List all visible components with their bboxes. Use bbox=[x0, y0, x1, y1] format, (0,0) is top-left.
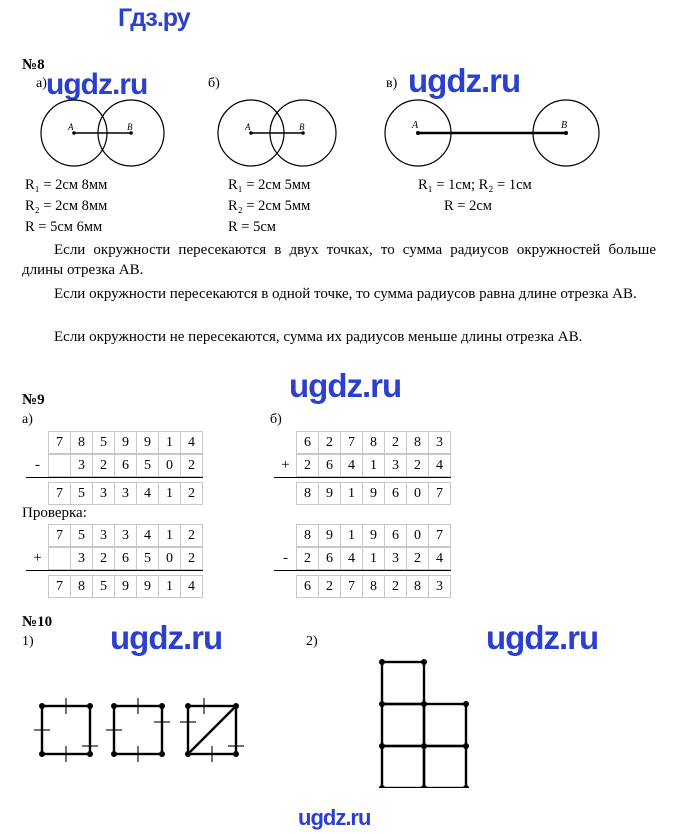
figure-10-1 bbox=[28, 690, 278, 785]
calc-9b-check-digit: 9 bbox=[318, 524, 341, 547]
calc-9b-digit: 2 bbox=[296, 454, 319, 477]
calc-9a-digit: 8 bbox=[70, 431, 93, 454]
calc-9b-digit: 1 bbox=[362, 454, 385, 477]
calc-9a-check-digit: 7 bbox=[48, 524, 71, 547]
answer-8v-r1r2: R₁ = 1см; R₂ = 1см bbox=[418, 177, 532, 193]
calc-9b-digit: 2 bbox=[318, 431, 341, 454]
task-9-part-b-label: б) bbox=[270, 412, 282, 427]
calc-9a-check-digit: 4 bbox=[136, 524, 159, 547]
calc-9b-digit: 6 bbox=[296, 431, 319, 454]
watermark-b: ugdz.ru bbox=[408, 62, 521, 99]
calc-9b-digit: 2 bbox=[406, 454, 429, 477]
calculation-9a-check-addition bbox=[26, 524, 203, 598]
calc-9a-digit: 2 bbox=[180, 454, 203, 477]
calc-9b-check-digit: 7 bbox=[340, 575, 363, 598]
answer-8v-r: R = 2см bbox=[444, 198, 492, 214]
task-9-part-a-label: а) bbox=[22, 412, 33, 427]
calc-9a-check-digit: 9 bbox=[114, 575, 137, 598]
answer-8b-r1: R₁ = 2см 5мм bbox=[228, 177, 311, 193]
calc-9a-check-digit: 8 bbox=[70, 575, 93, 598]
calc-9a-digit: 9 bbox=[136, 431, 159, 454]
calc-9a-digit: 3 bbox=[70, 454, 93, 477]
task-8-paragraph-1: Если окружности пересекаются в двух точках, то сумма радиусов окружностей больше длины отрезка AB. bbox=[22, 242, 656, 278]
calc-9a-digit: 7 bbox=[48, 482, 71, 505]
calc-9a-check-row bbox=[26, 575, 203, 598]
calc-9b-digit: 4 bbox=[428, 454, 451, 477]
calc-9a-check-digit: 6 bbox=[114, 547, 137, 570]
watermark-right-bottom: ugdz.ru bbox=[486, 619, 599, 656]
task-8-paragraph-2: Если окружности пересекаются в одной точке, то сумма радиусов равна длине отрезка AB. bbox=[54, 286, 637, 302]
calc-9a-operator bbox=[26, 482, 49, 505]
calc-9a-digit: 7 bbox=[48, 431, 71, 454]
calc-9a-digit: 2 bbox=[180, 482, 203, 505]
calc-9a-digit: 5 bbox=[136, 454, 159, 477]
figure-8a bbox=[26, 93, 196, 173]
calc-9a-check-digit: 2 bbox=[92, 547, 115, 570]
answer-8a-r2: R₂ = 2см 8мм bbox=[25, 198, 108, 214]
calc-9a-check-digit: 3 bbox=[92, 524, 115, 547]
svg-text:B: B bbox=[561, 120, 568, 131]
task-10-part-2-label: 2) bbox=[306, 634, 318, 649]
calc-9b-check-digit: 2 bbox=[384, 575, 407, 598]
calculation-9b-check-subtraction bbox=[274, 524, 451, 598]
calc-9b-digit: 8 bbox=[406, 431, 429, 454]
calc-9b-digit: 8 bbox=[362, 431, 385, 454]
svg-text:A: A bbox=[412, 120, 419, 131]
calc-9b-row bbox=[274, 431, 451, 454]
task-8-part-a-label: а) bbox=[36, 76, 47, 91]
calc-9b-digit: 0 bbox=[406, 482, 429, 505]
calc-9a-check-operator bbox=[26, 575, 49, 598]
calc-9b-check-digit: 3 bbox=[428, 575, 451, 598]
check-label: Проверка: bbox=[22, 505, 87, 521]
answer-8a-r: R = 5см 6мм bbox=[25, 219, 103, 235]
calc-9a-check-operator bbox=[26, 524, 49, 547]
calc-9b-check-digit: 9 bbox=[362, 524, 385, 547]
calc-9a-digit: 4 bbox=[136, 482, 159, 505]
calc-9a-digit: 3 bbox=[114, 482, 137, 505]
svg-text:B: B bbox=[299, 122, 305, 132]
calc-9a-digit: 5 bbox=[92, 431, 115, 454]
svg-text:A: A bbox=[245, 122, 251, 132]
calc-9b-row bbox=[274, 454, 451, 478]
calc-9b-check-digit: 2 bbox=[318, 575, 341, 598]
calc-9a-check-digit: 5 bbox=[70, 524, 93, 547]
calc-9a-check-row bbox=[26, 547, 203, 571]
figure-10-2 bbox=[368, 648, 498, 788]
calc-9b-check-digit: 1 bbox=[362, 547, 385, 570]
calc-9a-check-digit: 2 bbox=[180, 524, 203, 547]
task-10-part-1-label: 1) bbox=[22, 634, 34, 649]
calc-9b-digit: 7 bbox=[340, 431, 363, 454]
svg-text:B: B bbox=[127, 122, 133, 132]
task-8-paragraph-3: Если окружности не пересекаются, сумма их радиусов меньше длины отрезка AB. bbox=[54, 329, 583, 345]
calc-9b-check-operator bbox=[274, 524, 297, 547]
calc-9a-digit: 2 bbox=[92, 454, 115, 477]
calc-9b-digit: 3 bbox=[384, 454, 407, 477]
calc-9a-digit: 9 bbox=[114, 431, 137, 454]
calc-9b-check-digit: 8 bbox=[362, 575, 385, 598]
calc-9b-check-digit: 0 bbox=[406, 524, 429, 547]
calc-9a-check-digit: 5 bbox=[92, 575, 115, 598]
calc-9a-check-digit: 3 bbox=[70, 547, 93, 570]
calc-9a-row bbox=[26, 482, 203, 505]
calc-9b-check-row bbox=[274, 547, 451, 571]
calc-9b-check-digit: 3 bbox=[384, 547, 407, 570]
calc-9a-check-digit: 3 bbox=[114, 524, 137, 547]
calc-9b-check-row bbox=[274, 524, 451, 547]
calc-9b-digit: 8 bbox=[296, 482, 319, 505]
answer-8a-r1: R₁ = 2см 8мм bbox=[25, 177, 108, 193]
calc-9b-check-row bbox=[274, 575, 451, 598]
calc-9a-check-digit: 7 bbox=[48, 575, 71, 598]
watermark-top: Гдз.ру bbox=[118, 4, 190, 32]
calc-9a-check-digit: 4 bbox=[180, 575, 203, 598]
calc-9b-check-digit: 6 bbox=[318, 547, 341, 570]
task-8-part-v-label: в) bbox=[386, 76, 398, 91]
calc-9b-check-digit: 2 bbox=[296, 547, 319, 570]
calc-9b-check-digit: 6 bbox=[384, 524, 407, 547]
answer-8b-r2: R₂ = 2см 5мм bbox=[228, 198, 311, 214]
calc-9b-digit: 2 bbox=[384, 431, 407, 454]
calc-9b-digit: 7 bbox=[428, 482, 451, 505]
calc-9a-check-digit: 5 bbox=[136, 547, 159, 570]
watermark-mid: ugdz.ru bbox=[289, 367, 402, 404]
watermark-left-bottom: ugdz.ru bbox=[110, 619, 223, 656]
calc-9b-check-digit: 4 bbox=[428, 547, 451, 570]
calc-9b-check-digit: 6 bbox=[296, 575, 319, 598]
calc-9b-check-digit: 1 bbox=[340, 524, 363, 547]
task-8-number: №8 bbox=[22, 57, 45, 73]
calc-9a-digit: 1 bbox=[158, 431, 181, 454]
calc-9a-operator bbox=[26, 431, 49, 454]
calc-9b-check-digit: 7 bbox=[428, 524, 451, 547]
calc-9b-operator bbox=[274, 482, 297, 505]
calc-9a-digit: 1 bbox=[158, 482, 181, 505]
calc-9a-digit: 3 bbox=[92, 482, 115, 505]
calculation-9b-addition bbox=[274, 431, 451, 505]
svg-text:A: A bbox=[68, 122, 74, 132]
watermark-bottom: ugdz.ru bbox=[298, 805, 371, 830]
calc-9a-digit: 0 bbox=[158, 454, 181, 477]
calc-9b-operator: + bbox=[281, 457, 290, 473]
calc-9a-digit: 6 bbox=[114, 454, 137, 477]
calc-9a-row bbox=[26, 431, 203, 454]
calc-9b-operator bbox=[274, 431, 297, 454]
calc-9b-check-digit: 4 bbox=[340, 547, 363, 570]
calc-9a-operator: - bbox=[35, 457, 40, 473]
calc-9a-check-operator: + bbox=[33, 550, 42, 566]
figure-8b bbox=[209, 93, 369, 173]
calc-9b-digit: 4 bbox=[340, 454, 363, 477]
task-9-number: №9 bbox=[22, 392, 45, 408]
calc-9a-row bbox=[26, 454, 203, 478]
figure-8v bbox=[382, 93, 602, 173]
calc-9a-digit: 5 bbox=[70, 482, 93, 505]
calc-9a-check-digit: 2 bbox=[180, 547, 203, 570]
answer-8b-r: R = 5см bbox=[228, 219, 276, 235]
calc-9b-check-operator: - bbox=[283, 550, 288, 566]
task-10-number: №10 bbox=[22, 614, 53, 630]
calc-9b-digit: 6 bbox=[318, 454, 341, 477]
calc-9b-digit: 6 bbox=[384, 482, 407, 505]
calc-9a-digit: 4 bbox=[180, 431, 203, 454]
task-8-part-b-label: б) bbox=[208, 76, 220, 91]
calc-9a-check-digit: 0 bbox=[158, 547, 181, 570]
calc-9b-digit: 3 bbox=[428, 431, 451, 454]
calc-9b-digit: 9 bbox=[318, 482, 341, 505]
calc-9a-check-digit bbox=[48, 547, 71, 570]
calc-9b-check-operator bbox=[274, 575, 297, 598]
calc-9b-digit: 9 bbox=[362, 482, 385, 505]
calc-9a-check-digit: 9 bbox=[136, 575, 159, 598]
calc-9a-check-digit: 1 bbox=[158, 524, 181, 547]
calc-9a-check-digit: 1 bbox=[158, 575, 181, 598]
calc-9b-check-digit: 8 bbox=[406, 575, 429, 598]
watermark-a: ugdz.ru bbox=[46, 68, 148, 101]
calc-9a-check-row bbox=[26, 524, 203, 547]
calc-9b-check-digit: 2 bbox=[406, 547, 429, 570]
calculation-9a-subtraction bbox=[26, 431, 203, 505]
calc-9b-digit: 1 bbox=[340, 482, 363, 505]
calc-9b-row bbox=[274, 482, 451, 505]
calc-9b-check-digit: 8 bbox=[296, 524, 319, 547]
calc-9a-digit bbox=[48, 454, 71, 477]
